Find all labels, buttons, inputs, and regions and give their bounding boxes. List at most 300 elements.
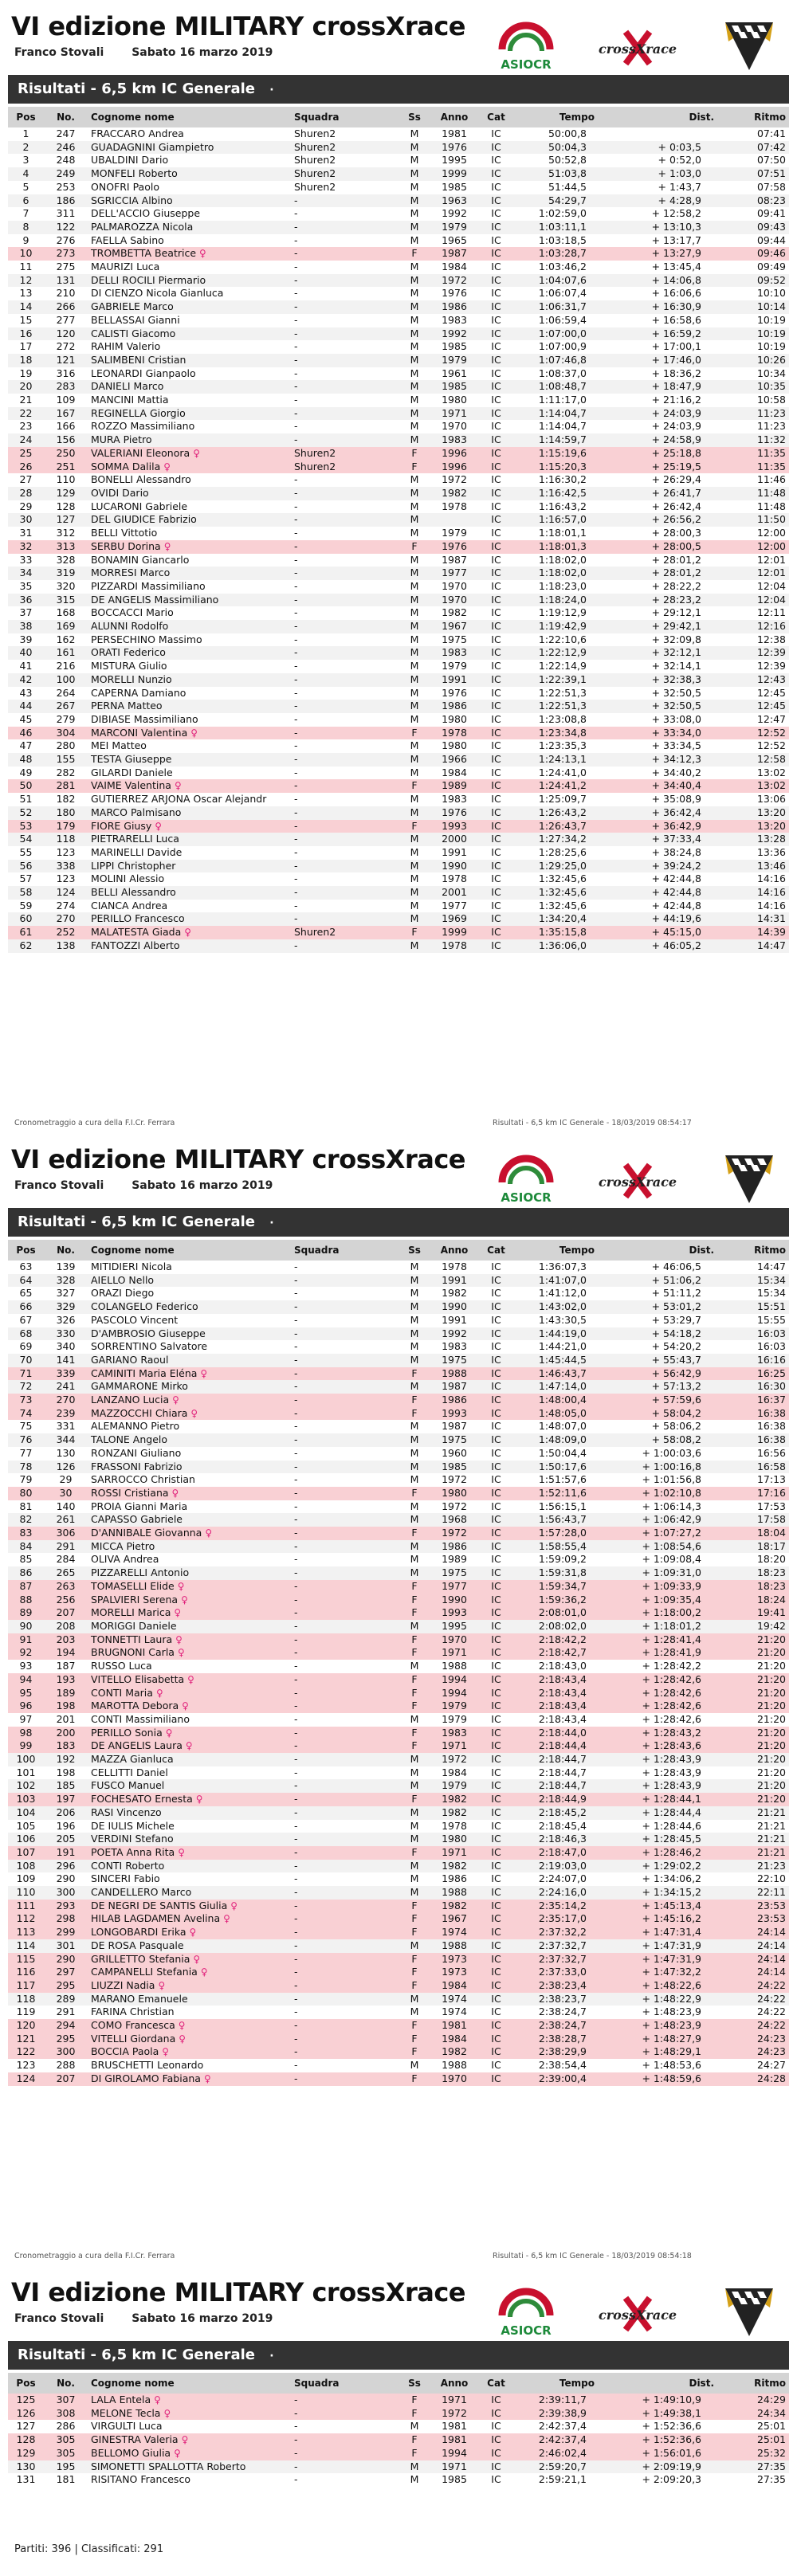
footer-timing: Cronometraggio a cura della F.I.Cr. Ferrara — [14, 2252, 175, 2260]
cell-name: SINCERI Fabio — [91, 1872, 160, 1885]
table-row[interactable] — [8, 487, 789, 500]
cell-year: 1978 — [442, 1819, 467, 1832]
table-row[interactable] — [8, 806, 789, 820]
table-row[interactable] — [8, 274, 789, 288]
table-row[interactable] — [8, 687, 789, 700]
cell-pos: 41 — [19, 660, 33, 672]
table-row[interactable] — [8, 673, 789, 687]
cell-sex: F — [411, 779, 418, 792]
cell-gap: + 58:04,2 — [651, 1406, 701, 1419]
female-icon: ♀ — [185, 1740, 193, 1752]
cell-bib: 121 — [56, 353, 76, 366]
table-row[interactable] — [8, 1433, 789, 1447]
cell-cat: IC — [491, 394, 501, 406]
table-row[interactable] — [8, 1872, 789, 1886]
cell-name: MORIGGI Daniele — [91, 1619, 177, 1632]
table-row[interactable] — [8, 1340, 789, 1354]
cell-year: 1973 — [442, 1966, 467, 1978]
table-row[interactable] — [8, 327, 789, 341]
cell-name: GRILLETTO Stefania ♀ — [91, 1952, 201, 1965]
cell-pace: 09:41 — [756, 207, 786, 220]
table-row[interactable] — [8, 1447, 789, 1461]
cell-year: 1972 — [442, 1500, 467, 1512]
cell-pos: 15 — [19, 313, 33, 326]
cell-bib: 118 — [56, 833, 76, 845]
cell-team: - — [294, 660, 298, 672]
table-row[interactable] — [8, 2033, 789, 2046]
table-row[interactable] — [8, 1713, 789, 1727]
cell-pos: 70 — [19, 1353, 33, 1366]
table-row[interactable] — [8, 1354, 789, 1367]
cell-pos: 109 — [16, 1872, 36, 1885]
cell-name: MAROTTA Debora ♀ — [91, 1700, 189, 1712]
cell-gap: + 1:28:43,2 — [642, 1726, 701, 1739]
cell-gap: + 45:15,0 — [651, 926, 701, 939]
table-row[interactable] — [8, 1287, 789, 1300]
table-row[interactable] — [8, 1860, 789, 1873]
cell-team: - — [294, 1806, 298, 1818]
table-row[interactable] — [8, 1646, 789, 1660]
table-row[interactable] — [8, 407, 789, 421]
col-name[interactable]: Cognome nome — [88, 107, 291, 127]
cell-team: - — [294, 2460, 298, 2472]
cell-pace: 16:25 — [756, 1366, 786, 1379]
cell-cat: IC — [491, 2006, 501, 2018]
col-cat[interactable]: Cat — [474, 1240, 518, 1261]
table-row[interactable] — [8, 1553, 789, 1566]
table-row[interactable] — [8, 820, 789, 833]
cell-time: 1:14:04,7 — [538, 420, 587, 433]
col-pos[interactable]: Pos — [8, 1240, 44, 1261]
cell-cat: IC — [491, 1686, 501, 1699]
cell-pos: 7 — [22, 207, 29, 220]
table-row[interactable] — [8, 1420, 789, 1433]
page-footer — [14, 1119, 779, 1127]
col-sex[interactable]: Ss — [395, 1240, 434, 1261]
table-row[interactable] — [8, 620, 789, 633]
cell-gap: + 46:05,2 — [651, 939, 701, 951]
cell-pace: 15:34 — [756, 1287, 786, 1300]
table-row[interactable] — [8, 394, 789, 407]
cell-sex: M — [410, 700, 419, 712]
table-row[interactable] — [8, 340, 789, 354]
table-row[interactable] — [8, 2473, 789, 2487]
table-row[interactable] — [8, 1487, 789, 1500]
cell-bib: 316 — [56, 367, 76, 379]
table-row[interactable] — [8, 1900, 789, 1913]
table-row[interactable] — [8, 1979, 789, 1993]
table-row[interactable] — [8, 1261, 789, 1274]
cell-pace: 19:42 — [756, 1619, 786, 1632]
table-row[interactable] — [8, 1367, 789, 1381]
table-row[interactable] — [8, 207, 789, 221]
cell-pace: 24:14 — [756, 1966, 786, 1978]
cell-time: 2:18:44,9 — [538, 1793, 587, 1806]
cell-pace: 12:11 — [756, 606, 786, 619]
cell-gap: + 29:12,1 — [651, 606, 701, 619]
table-row[interactable] — [8, 1394, 789, 1407]
col-pos[interactable]: Pos — [8, 107, 44, 127]
col-name[interactable]: Cognome nome — [88, 1240, 291, 1261]
table-row[interactable] — [8, 1300, 789, 1314]
table-row[interactable] — [8, 580, 789, 594]
table-row[interactable] — [8, 713, 789, 727]
table-row[interactable] — [8, 127, 789, 141]
col-pace[interactable]: Ritmo — [717, 107, 789, 127]
table-row[interactable] — [8, 2433, 789, 2447]
col-time[interactable]: Tempo — [518, 107, 598, 127]
table-row[interactable] — [8, 167, 789, 181]
table-row[interactable] — [8, 1407, 789, 1421]
table-row[interactable] — [8, 1461, 789, 1474]
cell-sex: M — [410, 394, 419, 406]
table-row[interactable] — [8, 1966, 789, 1979]
cell-pos: 13 — [19, 287, 33, 300]
table-row[interactable] — [8, 2019, 789, 2033]
cell-pos: 81 — [19, 1500, 33, 1512]
table-row[interactable] — [8, 2045, 789, 2059]
table-row[interactable] — [8, 1673, 789, 1687]
table-row[interactable] — [8, 846, 789, 860]
cell-pace: 21:20 — [756, 1779, 786, 1792]
table-row[interactable] — [8, 1327, 789, 1341]
table-row[interactable] — [8, 1846, 789, 1860]
table-row[interactable] — [8, 461, 789, 474]
cell-name: SORRENTINO Salvatore — [91, 1340, 208, 1353]
cell-name: MICCA Pietro — [91, 1539, 155, 1552]
cell-bib: 189 — [56, 1686, 76, 1699]
cell-name: MORRESI Marco — [91, 567, 171, 579]
cell-gap: + 1:28:46,2 — [642, 1845, 701, 1858]
table-row[interactable] — [8, 1886, 789, 1900]
cell-year: 1979 — [442, 660, 467, 672]
cell-pos: 119 — [16, 2006, 36, 2018]
event-subtitle — [14, 2312, 296, 2325]
cell-cat: IC — [491, 886, 501, 899]
cell-year: 1982 — [442, 1899, 467, 1911]
col-sex[interactable]: Ss — [395, 107, 434, 127]
table-row[interactable] — [8, 540, 789, 554]
table-row[interactable] — [8, 194, 789, 208]
cell-team: - — [294, 672, 298, 685]
table-row[interactable] — [8, 154, 789, 167]
cell-name: SOMMA Dalila ♀ — [91, 460, 171, 472]
table-row[interactable] — [8, 261, 789, 274]
cell-pos: 125 — [16, 2394, 36, 2405]
cell-sex: M — [410, 1553, 419, 1566]
cell-time: 2:39:00,4 — [538, 2072, 587, 2084]
cell-gap: + 42:44,8 — [651, 886, 701, 899]
table-row[interactable] — [8, 700, 789, 713]
table-row[interactable] — [8, 2460, 789, 2474]
cell-team: Shuren2 — [294, 154, 336, 167]
table-row[interactable] — [8, 1527, 789, 1540]
table-row[interactable] — [8, 1606, 789, 1620]
table-row[interactable] — [8, 646, 789, 660]
cell-pos: 87 — [19, 1579, 33, 1592]
cell-team: - — [294, 194, 298, 206]
col-no[interactable]: No. — [44, 107, 88, 127]
cell-sex: F — [411, 1739, 418, 1752]
cell-gap: + 1:03,0 — [658, 167, 701, 180]
table-row[interactable] — [8, 1633, 789, 1647]
col-year[interactable]: Anno — [434, 1240, 474, 1261]
cell-gap: + 1:49:10,9 — [642, 2394, 701, 2405]
cell-pace: 27:35 — [756, 2473, 786, 2486]
cell-pos: 118 — [16, 1992, 36, 2005]
table-row[interactable] — [8, 420, 789, 433]
table-row[interactable] — [8, 1779, 789, 1793]
table-row[interactable] — [8, 793, 789, 806]
table-row[interactable] — [8, 886, 789, 900]
table-row[interactable] — [8, 1687, 789, 1700]
table-row[interactable] — [8, 660, 789, 673]
cell-pos: 116 — [16, 1966, 36, 1978]
table-row[interactable] — [8, 1380, 789, 1394]
table-row[interactable] — [8, 1700, 789, 1713]
cell-name: PERSECHINO Massimo — [91, 633, 202, 645]
table-row[interactable] — [8, 1513, 789, 1527]
cell-cat: IC — [491, 939, 501, 951]
cell-team: - — [294, 539, 298, 552]
col-no[interactable]: No. — [44, 2373, 88, 2394]
cell-sex: F — [411, 1978, 418, 1991]
col-pace[interactable]: Ritmo — [717, 1240, 789, 1261]
cell-pace: 13:06 — [756, 793, 786, 806]
cell-gap: + 1:45:13,4 — [642, 1899, 701, 1911]
cell-time: 1:18:24,0 — [538, 593, 587, 606]
table-row[interactable] — [8, 1766, 789, 1780]
cell-time: 1:22:10,6 — [538, 633, 587, 645]
table-row[interactable] — [8, 594, 789, 607]
cell-sex: M — [410, 1353, 419, 1366]
cell-team: - — [294, 1726, 298, 1739]
table-row[interactable] — [8, 727, 789, 740]
table-row[interactable] — [8, 833, 789, 846]
cell-team: - — [294, 380, 298, 393]
table-row[interactable] — [8, 1473, 789, 1487]
table-row[interactable] — [8, 1939, 789, 1953]
cell-name: DE ANGELIS Laura ♀ — [91, 1739, 193, 1752]
table-row[interactable] — [8, 1580, 789, 1594]
female-icon: ♀ — [171, 1487, 179, 1499]
table-row[interactable] — [8, 527, 789, 540]
table-row[interactable] — [8, 939, 789, 953]
col-cat[interactable]: Cat — [474, 2373, 518, 2394]
cell-pos: 65 — [19, 1287, 33, 1300]
cell-time: 2:38:23,7 — [538, 1992, 587, 2005]
table-row[interactable] — [8, 633, 789, 647]
table-row[interactable] — [8, 181, 789, 194]
cell-name: SGRICCIA Albino — [91, 194, 173, 206]
cell-gap: + 28:23,2 — [651, 593, 701, 606]
table-row[interactable] — [8, 433, 789, 447]
table-row[interactable] — [8, 1993, 789, 2006]
table-row[interactable] — [8, 1566, 789, 1580]
female-icon: ♀ — [174, 780, 182, 792]
table-row[interactable] — [8, 2407, 789, 2421]
table-row[interactable] — [8, 247, 789, 261]
cell-gap: + 1:00:03,6 — [642, 1446, 701, 1459]
cell-cat: IC — [491, 593, 501, 606]
table-row[interactable] — [8, 141, 789, 155]
cell-bib: 239 — [56, 1406, 76, 1419]
col-team[interactable]: Squadra — [291, 2373, 395, 2394]
female-icon: ♀ — [181, 2434, 189, 2446]
cell-pos: 97 — [19, 1712, 33, 1725]
cell-sex: M — [410, 433, 419, 446]
cell-gap: + 1:56:01,6 — [642, 2446, 701, 2459]
col-team[interactable]: Squadra — [291, 107, 395, 127]
cell-team: - — [294, 313, 298, 326]
table-row[interactable] — [8, 2059, 789, 2072]
cell-pos: 99 — [19, 1739, 33, 1752]
cell-time: 1:50:04,4 — [538, 1446, 587, 1459]
cell-pace: 24:22 — [756, 1978, 786, 1991]
cell-name: TALONE Angelo — [91, 1433, 168, 1446]
table-row[interactable] — [8, 567, 789, 580]
col-year[interactable]: Anno — [434, 2373, 474, 2394]
crossxrace-logo-text: crossXrace — [599, 1174, 677, 1190]
col-team[interactable]: Squadra — [291, 1240, 395, 1261]
cell-team: - — [294, 1394, 298, 1406]
cell-pos: 114 — [16, 1939, 36, 1951]
table-row[interactable] — [8, 447, 789, 461]
table-row[interactable] — [8, 1727, 789, 1740]
col-name[interactable]: Cognome nome — [88, 2373, 291, 2394]
col-dist[interactable]: Dist. — [598, 2373, 717, 2394]
table-row[interactable] — [8, 1833, 789, 1846]
cell-gap: + 1:00:16,8 — [642, 1460, 701, 1472]
female-icon: ♀ — [179, 2033, 186, 2045]
table-row[interactable] — [8, 753, 789, 767]
cell-pos: 25 — [19, 446, 33, 459]
table-row[interactable] — [8, 739, 789, 753]
col-dist[interactable]: Dist. — [598, 1240, 717, 1261]
cell-name: GINESTRA Valeria ♀ — [91, 2433, 189, 2446]
table-row[interactable] — [8, 473, 789, 487]
table-row[interactable] — [8, 1274, 789, 1288]
cell-year: 1983 — [442, 433, 467, 446]
table-row[interactable] — [8, 912, 789, 926]
cell-team: - — [294, 1672, 298, 1685]
cell-name: PERNA Matteo — [91, 700, 163, 712]
table-row[interactable] — [8, 2447, 789, 2460]
cell-year: 1971 — [442, 2394, 467, 2405]
results-title-bar — [8, 2341, 789, 2370]
table-row[interactable] — [8, 2006, 789, 2019]
table-row[interactable] — [8, 779, 789, 793]
table-row[interactable] — [8, 234, 789, 248]
table-row[interactable] — [8, 1912, 789, 1926]
table-row[interactable] — [8, 926, 789, 939]
cell-time: 2:37:32,7 — [538, 1952, 587, 1965]
cell-name: MARCO Palmisano — [91, 806, 182, 818]
table-row[interactable] — [8, 1926, 789, 1939]
table-row[interactable] — [8, 2072, 789, 2086]
cell-time: 1:06:07,4 — [538, 287, 587, 300]
col-no[interactable]: No. — [44, 1240, 88, 1261]
cell-bib: 206 — [56, 1806, 76, 1818]
table-row[interactable] — [8, 1314, 789, 1327]
table-row[interactable] — [8, 606, 789, 620]
table-row[interactable] — [8, 1953, 789, 1966]
table-row[interactable] — [8, 1806, 789, 1820]
table-row[interactable] — [8, 1540, 789, 1554]
table-row[interactable] — [8, 221, 789, 234]
table-row[interactable] — [8, 872, 789, 886]
table-row[interactable] — [8, 2394, 789, 2407]
table-row[interactable] — [8, 1753, 789, 1766]
cell-pos: 115 — [16, 1952, 36, 1965]
table-row[interactable] — [8, 554, 789, 567]
col-time[interactable]: Tempo — [518, 2373, 598, 2394]
col-pos[interactable]: Pos — [8, 2373, 44, 2394]
cell-team: - — [294, 300, 298, 313]
table-row[interactable] — [8, 1793, 789, 1806]
cell-time: 1:18:02,0 — [538, 567, 587, 579]
table-row[interactable] — [8, 513, 789, 527]
cell-gap: + 33:34,5 — [651, 739, 701, 752]
table-row[interactable] — [8, 300, 789, 314]
col-cat[interactable]: Cat — [474, 107, 518, 127]
cell-pace: 12:04 — [756, 593, 786, 606]
table-row[interactable] — [8, 380, 789, 394]
col-sex[interactable]: Ss — [395, 2373, 434, 2394]
table-row[interactable] — [8, 900, 789, 913]
cell-gap: + 16:58,6 — [651, 313, 701, 326]
results-page-1 — [0, 0, 797, 1127]
table-row[interactable] — [8, 1820, 789, 1833]
table-row[interactable] — [8, 367, 789, 381]
table-row[interactable] — [8, 354, 789, 367]
female-icon: ♀ — [155, 1687, 163, 1699]
cell-pace: 17:13 — [756, 1473, 786, 1486]
cell-team: - — [294, 1300, 298, 1313]
cell-name: CANDELLERO Marco — [91, 1886, 192, 1899]
table-row[interactable] — [8, 314, 789, 327]
col-year[interactable]: Anno — [434, 107, 474, 127]
cell-name: VIRGULTI Luca — [91, 2420, 163, 2433]
cell-year: 1989 — [442, 1553, 467, 1566]
table-row[interactable] — [8, 767, 789, 780]
cell-bib: 122 — [56, 220, 76, 233]
cell-name: MANCINI Mattia — [91, 394, 169, 406]
cell-team: - — [294, 1500, 298, 1512]
table-row[interactable] — [8, 2420, 789, 2433]
table-row[interactable] — [8, 500, 789, 514]
table-row[interactable] — [8, 860, 789, 873]
col-dist[interactable]: Dist. — [598, 107, 717, 127]
cell-sex: M — [410, 1287, 419, 1300]
table-row[interactable] — [8, 1660, 789, 1673]
female-icon: ♀ — [182, 1700, 189, 1712]
table-row[interactable] — [8, 1594, 789, 1607]
cell-pos: 103 — [16, 1793, 36, 1806]
table-row[interactable] — [8, 1500, 789, 1514]
table-row[interactable] — [8, 1620, 789, 1633]
table-row[interactable] — [8, 287, 789, 300]
cell-cat: IC — [491, 433, 501, 446]
cell-cat: IC — [491, 845, 501, 858]
female-icon: ♀ — [199, 248, 206, 260]
cell-name: MISTURA Giulio — [91, 660, 167, 672]
cell-pos: 93 — [19, 1660, 33, 1672]
cell-gap: + 25:18,8 — [651, 446, 701, 459]
table-row[interactable] — [8, 1739, 789, 1753]
col-time[interactable]: Tempo — [518, 1240, 598, 1261]
col-pace[interactable]: Ritmo — [717, 2373, 789, 2394]
